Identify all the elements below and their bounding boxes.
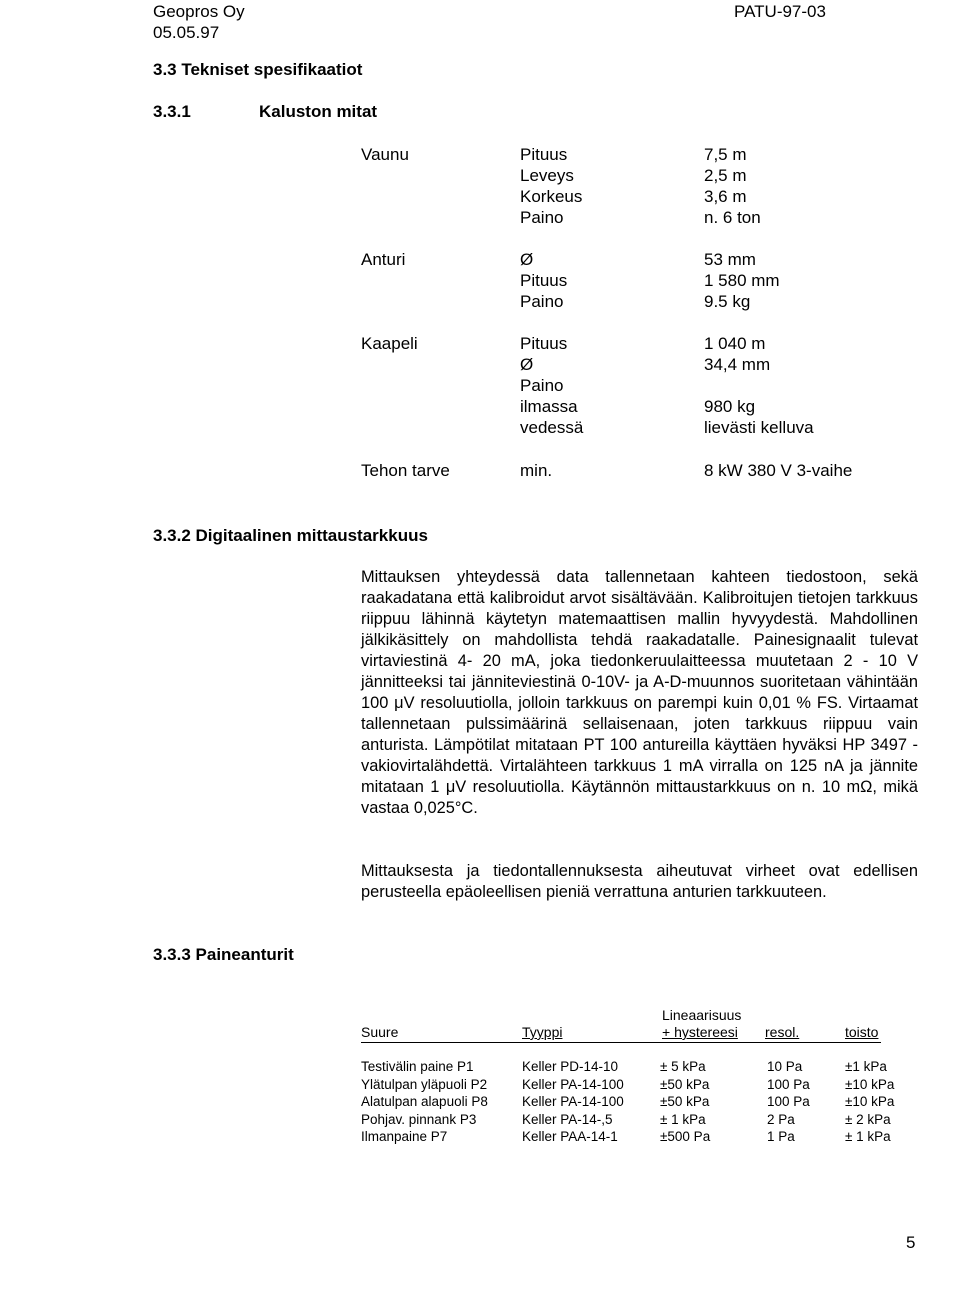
spec-group-tehon-tarve: Tehon tarve xyxy=(361,461,450,480)
table-cell: ±10 kPa xyxy=(845,1076,895,1092)
table-cell: Keller PD-14-10 xyxy=(522,1059,619,1074)
spec-values-anturi xyxy=(704,249,780,312)
table-cell: Ylätulpan yläpuoli P2 xyxy=(361,1076,488,1092)
spec-value: n. 6 ton xyxy=(704,208,761,227)
spec-param: Pituus xyxy=(520,145,568,164)
table-column-resol xyxy=(767,1058,810,1146)
spec-value: 53 mm xyxy=(704,250,756,269)
table-cell: 100 Pa xyxy=(767,1076,810,1092)
table-cell: Ilmanpaine P7 xyxy=(361,1129,448,1144)
spec-values-vaunu xyxy=(704,144,761,228)
spec-value: 1 580 mm xyxy=(704,271,780,290)
table-cell: ± 1 kPa xyxy=(660,1111,706,1127)
column-header-tyyppi: Tyyppi xyxy=(522,1024,563,1040)
table-cell: 100 Pa xyxy=(767,1094,810,1109)
column-header-resol: resol. xyxy=(765,1024,800,1040)
table-cell: Testivälin paine P1 xyxy=(361,1059,474,1074)
spec-value: 980 kg xyxy=(704,397,756,416)
table-cell: Keller PA-14-100 xyxy=(522,1076,624,1092)
column-header-toisto: toisto xyxy=(845,1024,879,1040)
column-header-linearity-bottom: + hystereesi xyxy=(662,1024,738,1040)
table-cell: ±50 kPa xyxy=(660,1094,710,1109)
table-cell: 1 Pa xyxy=(767,1129,795,1144)
spec-value: 9.5 kg xyxy=(704,292,751,311)
table-cell: Keller PA-14-,5 xyxy=(522,1111,613,1127)
table-cell: ± 5 kPa xyxy=(660,1059,706,1074)
document-id: PATU-97-03 xyxy=(734,2,826,21)
table-cell: ±500 Pa xyxy=(660,1129,711,1144)
spec-value: 8 kW 380 V 3-vaihe xyxy=(704,461,853,480)
table-column-tyyppi xyxy=(522,1058,624,1146)
subsection-title-332: 3.3.2 Digitaalinen mittaustarkkuus xyxy=(153,526,428,545)
section-title: 3.3 Tekniset spesifikaatiot xyxy=(153,60,363,79)
subsection-title-333: 3.3.3 Paineanturit xyxy=(153,945,294,964)
spec-values-kaapeli xyxy=(704,333,814,438)
table-column-suure xyxy=(361,1058,488,1146)
table-cell: Alatulpan alapuoli P8 xyxy=(361,1094,488,1109)
spec-param: Pituus xyxy=(520,334,568,353)
spec-value: 1 040 m xyxy=(704,334,766,353)
spec-group-vaunu: Vaunu xyxy=(361,145,409,164)
table-cell: ± 2 kPa xyxy=(845,1111,891,1127)
column-header-linearity-top: Lineaarisuus xyxy=(662,1007,742,1023)
spec-group-kaapeli: Kaapeli xyxy=(361,334,418,353)
spec-param: Pituus xyxy=(520,271,568,290)
spec-param: Korkeus xyxy=(520,187,583,206)
table-cell: ± 1 kPa xyxy=(845,1129,891,1144)
spec-value: 34,4 mm xyxy=(704,355,771,374)
table-header-rule xyxy=(361,1042,881,1043)
table-cell: ±1 kPa xyxy=(845,1059,887,1074)
spec-param: Paino xyxy=(520,376,564,395)
company-name: Geopros Oy xyxy=(153,2,245,21)
spec-group-anturi: Anturi xyxy=(361,250,406,269)
table-cell: ±10 kPa xyxy=(845,1094,895,1109)
paragraph-measurement-accuracy: Mittauksen yhteydessä data tallennetaan kahteen tiedostoon, sekä raakadatana että kalibroidut arvot sisältävään. Kalibroitujen tietojen tarkkuus riippuu lähinnä käytetyn matemaattisen mallin hyvyydestä. Mahdollinen jälkikäsittely on mahdollista tehdä raakadatalle. Painesignaalit tulevat virtaviestinä 4- 20 mA, joka tiedonkeruulaitteessa muutetaan 2 - 10 V jännitteeksi tai jänniteviestinä 0-10V- ja A-D-muunnos suoritetaan vähintään 100 μV resoluutiolla, jolloin tarkkuus on parempi kuin 0,01 % FS. Virtaamat tallennetaan pulssimäärinä sellaisenaan, joten tarkkuus riippuu vain anturista. Lämpötilat mitataan PT 100 antureilla käyttäen hyväksi HP 3497 -vakiovirtalähdettä. Virtalähteen tarkkuus 1 mA virralla on 125 nA ja jännite mitataan 1 μV resoluutiolla. Käytännön mittaustarkkuus on n. 10 mΩ, mikä vastaa 0,025°C. xyxy=(361,568,918,817)
spec-param: Paino xyxy=(520,208,564,227)
spec-param: ilmassa xyxy=(520,397,578,416)
spec-param: Ø xyxy=(520,250,534,269)
table-cell: 2 Pa xyxy=(767,1111,795,1127)
spec-params-kaapeli xyxy=(520,333,583,438)
spec-param: vedessä xyxy=(520,418,584,437)
table-column-toisto xyxy=(845,1058,894,1146)
spec-param: Ø xyxy=(520,355,534,374)
table-cell: Keller PAA-14-1 xyxy=(522,1129,618,1144)
table-column-linearity xyxy=(660,1058,710,1146)
column-header-suure: Suure xyxy=(361,1024,399,1040)
table-cell: Pohjav. pinnank P3 xyxy=(361,1111,477,1127)
subsection-number-331: 3.3.1 xyxy=(153,102,191,121)
spec-value: 2,5 m xyxy=(704,166,747,185)
spec-value: 3,6 m xyxy=(704,187,747,206)
document-date: 05.05.97 xyxy=(153,23,220,42)
paragraph-error-summary: Mittauksesta ja tiedontallennuksesta aiheutuvat virheet ovat edellisen perusteella epäoleellisen pieniä verrattuna anturien tarkkuuteen. xyxy=(361,862,918,901)
spec-param: min. xyxy=(520,461,553,480)
subsection-title-331: Kaluston mitat xyxy=(259,102,378,121)
spec-params-anturi xyxy=(520,249,567,312)
table-cell: 10 Pa xyxy=(767,1059,803,1074)
table-cell: ±50 kPa xyxy=(660,1076,710,1092)
spec-param: Leveys xyxy=(520,166,574,185)
spec-value: lievästi kelluva xyxy=(704,418,814,437)
table-cell: Keller PA-14-100 xyxy=(522,1094,624,1109)
spec-value: 7,5 m xyxy=(704,145,747,164)
spec-param: Paino xyxy=(520,292,564,311)
spec-value xyxy=(704,375,814,396)
page-number: 5 xyxy=(906,1233,916,1252)
spec-params-vaunu xyxy=(520,144,582,228)
